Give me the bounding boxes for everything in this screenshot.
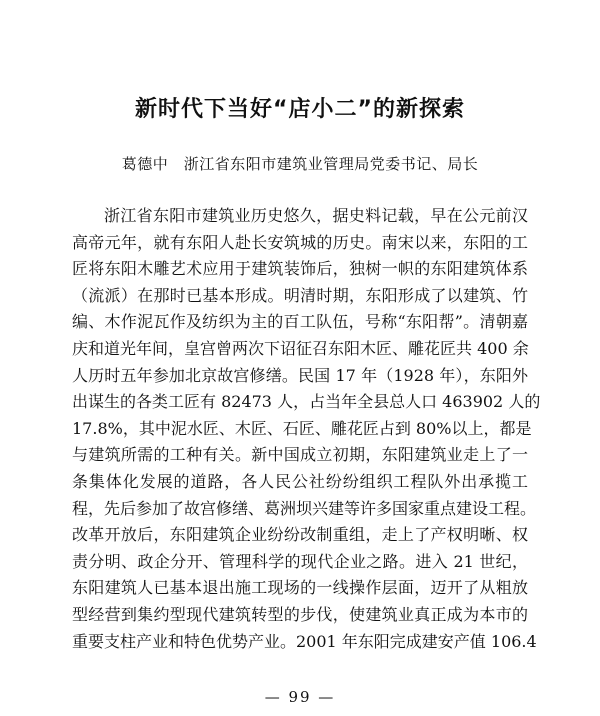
body-line: 型经营到集约型现代建筑转型的步伐，使建筑业真正成为本市的 [72, 604, 528, 624]
article-body [72, 203, 541, 655]
body-line: 编、木作泥瓦作及纺织为主的百工队伍，号称“东阳帮”。清朝嘉 [72, 312, 528, 332]
body-line: 责分明、政企分开、管理科学的现代企业之路。进入 21 世纪， [72, 551, 528, 571]
body-line: 浙江省东阳市建筑业历史悠久，据史料记载，早在公元前汉 [104, 206, 528, 225]
body-line: 东阳建筑人已基本退出施工现场的一线操作层面，迈开了从粗放 [72, 578, 528, 598]
body-line: 17.8%，其中泥水匠、木匠、石匠、雕花匠占到 80%以上，都是 [72, 418, 532, 438]
body-line: 出谋生的各类工匠有 82473 人，占当年全县总人口 463902 人的 [72, 392, 541, 412]
body-line: 人历时五年参加北京故宫修缮。民国 17 年（1928 年），东阳外 [72, 365, 528, 385]
body-line: 匠将东阳木雕艺术应用于建筑装饰后，独树一帜的东阳建筑体系 [72, 259, 528, 279]
author-byline: 葛德中 浙江省东阳市建筑业管理局党委书记、局长 [121, 155, 479, 173]
body-line: 庆和道光年间，皇宫曾两次下诏征召东阳木匠、雕花匠共 400 余 [72, 338, 529, 358]
body-line: （流派）在那时已基本形成。明清时期，东阳形成了以建筑、竹 [72, 285, 528, 305]
body-line: 程，先后参加了故宫修缮、葛洲坝兴建等许多国家重点建设工程。 [72, 498, 537, 518]
body-line: 与建筑所需的工种有关。新中国成立初期，东阳建筑业走上了一 [72, 445, 528, 465]
body-line: 改革开放后，东阳建筑企业纷纷改制重组，走上了产权明晰、权 [72, 525, 528, 545]
article-title: 新时代下当好“店小二”的新探索 [135, 97, 465, 122]
body-line: 高帝元年，就有东阳人赴长安筑城的历史。南宋以来，东阳的工 [72, 232, 528, 252]
body-line: 条集体化发展的道路，各人民公社纷纷组织工程队外出承揽工 [72, 471, 528, 491]
body-line: 重要支柱产业和特色优势产业。2001 年东阳完成建安产值 106.4 [72, 631, 537, 651]
page-number: — 99 — [264, 688, 336, 706]
